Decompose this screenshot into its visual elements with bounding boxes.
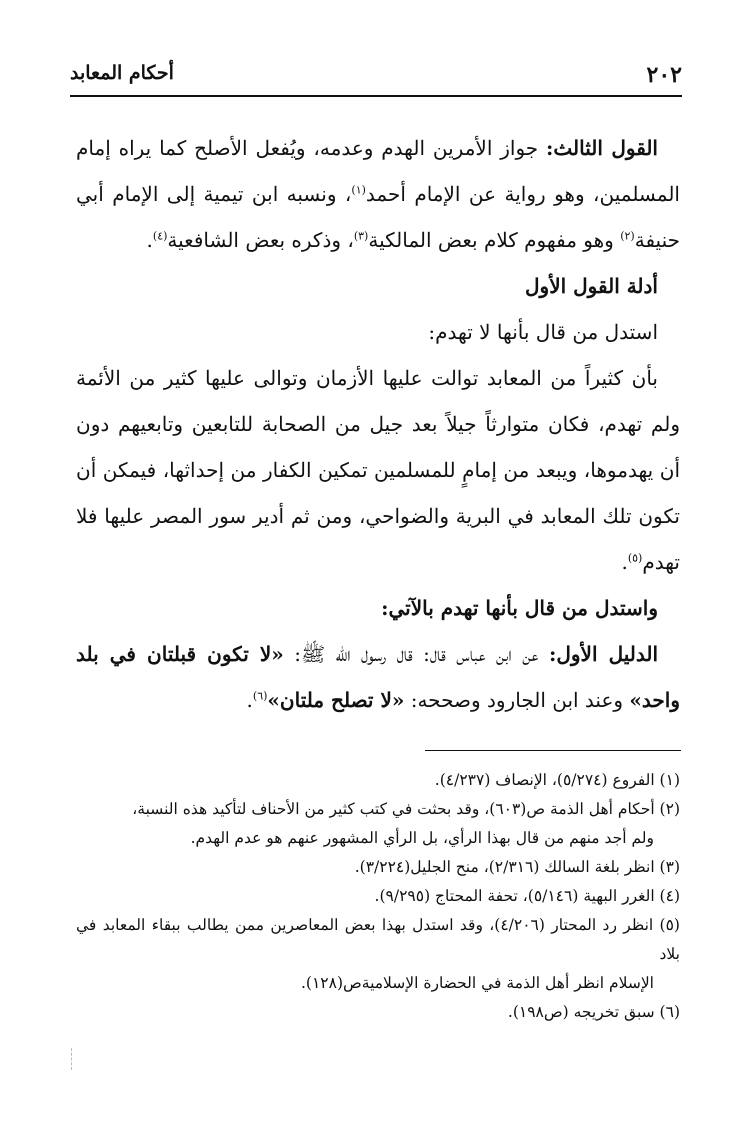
footnote-divider [425, 750, 681, 751]
footnote-1: (١) الفروع (٥/٢٧٤)، الإنصاف (٤/٢٣٧). [434, 771, 680, 789]
paragraph-third-opinion: القول الثالث: جواز الأمرين الهدم وعدمه، ويُفعل الأصلح كما يراه إمام المسلمين، وهو رواية عن الإمام أحمد$^{(١)}$، ونسبه ابن تيمية إلى الإمام أبي حنيفة$^{(٢)}$ وهو مفهوم كلام بعض المالكية$^{(٣)}$، وذكره بعض الشافعية$^{(٤)}$. [76, 136, 680, 252]
running-title: أحكام المعابد [70, 62, 174, 84]
page-edge-mark [71, 1048, 73, 1070]
header-divider [70, 95, 682, 97]
hadith-quote: «لا تكون قبلتان في بلد واحد» [76, 642, 680, 712]
paragraph-argument-intro: استدل من قال بأنها لا تهدم: [428, 320, 658, 344]
footnotes [76, 766, 680, 1027]
footnote-ref: (٤) [152, 229, 168, 243]
paragraph-argument: بأن كثيراً من المعابد توالت عليها الأزمان وتوالى عليها كثير من الأئمة ولم تهدم، فكان متوارثاً جيلاً بعد جيل من الصحابة للتابعين وتابعيهم دون أن يهدموها، ويبعد من إمامٍ للمسلمين تمكين الكفار من إحداثها، فيمكن أن تكون تلك المعابد في البرية والضواحي، ومن ثم أدير سور المصر عليها فلا تهدم$^{(٥)}$. [76, 366, 680, 574]
footnote-5: (٥) انظر رد المحتار (٤/٢٠٦)، وقد استدل بهذا بعض المعاصرين ممن يطالب ببقاء المعابد في بلاد [76, 916, 680, 963]
page-header [70, 62, 682, 92]
footnote-ref: (٢) [620, 229, 635, 243]
footnote-2: (٢) أحكام أهل الذمة ص(٦٠٣)، وقد بحثت في كتب كثير من الأحناف لتأكيد هذه النسبة، [132, 800, 680, 818]
footnote-6: (٦) سبق تخريجه (ص١٩٨). [507, 1003, 680, 1021]
footnote-ref: (١) [351, 183, 366, 197]
footnote-5-continuation: الإسلام انظر أهل الذمة في الحضارة الإسلاميةص(١٢٨). [301, 974, 654, 992]
footnote-ref: (٥) [627, 551, 643, 565]
paragraph-first-evidence: الدليل الأول: عن ابن عباس قال: قال رسول الله ﷺ: «لا تكون قبلتان في بلد واحد» وعند ابن الجارود وصححه: «لا تصلح ملتان»$^{(٦)}$. [76, 642, 680, 712]
main-text [76, 125, 680, 723]
footnote-ref: (٦) [252, 689, 268, 703]
footnote-3: (٣) انظر بلغة السالك (٢/٣١٦)، منح الجليل(٣/٢٢٤). [354, 858, 680, 876]
page-number: ٢٠٢ [646, 62, 682, 88]
footnote-2-continuation: ولم أجد منهم من قال بهذا الرأي، بل الرأي المشهور عنهم هو عدم الهدم. [190, 829, 654, 847]
third-opinion-label: القول الثالث: [546, 136, 658, 160]
footnote-4: (٤) الغرر البهية (٥/١٤٦)، تحفة المحتاج (٩/٢٩٥). [374, 887, 680, 905]
section-heading-demolition-evidence: واستدل من قال بأنها تهدم بالآتي: [381, 596, 658, 620]
first-evidence-label: الدليل الأول: [548, 642, 659, 666]
hadith-quote: «لا تصلح ملتان» [267, 688, 405, 712]
footnote-ref: (٣) [353, 229, 369, 243]
section-heading-first-opinion-evidence: أدلة القول الأول [525, 274, 658, 298]
